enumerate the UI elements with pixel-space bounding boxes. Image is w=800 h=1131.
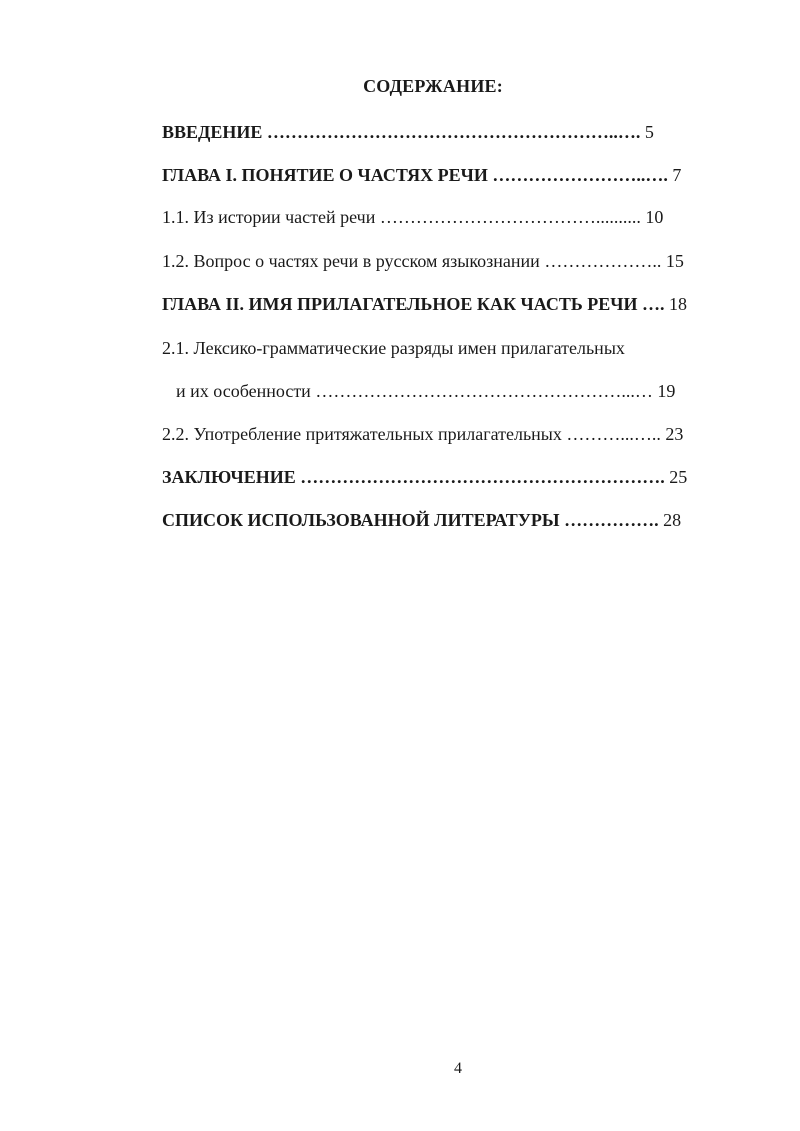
- toc-entry-page: 23: [665, 424, 684, 444]
- toc-entry-text: ГЛАВА II. ИМЯ ПРИЛАГАТЕЛЬНОЕ КАК ЧАСТЬ РЕЧИ: [162, 294, 642, 314]
- toc-entry-section-2-2: [162, 423, 722, 445]
- toc-entry-page: 25: [669, 467, 688, 487]
- toc-entry-page: 28: [663, 510, 682, 530]
- toc-entry-dots: ….: [641, 294, 669, 314]
- toc-entry-section-1-1: [162, 206, 722, 228]
- toc-entry-chapter-2: [162, 293, 722, 315]
- toc-entry-dots: ……………………………………………...…: [315, 381, 658, 401]
- toc-title: СОДЕРЖАНИЕ:: [363, 76, 503, 96]
- toc-entry-page: 7: [672, 165, 682, 185]
- toc-entry-text: ВВЕДЕНИЕ: [162, 122, 267, 142]
- toc-entry-text: 2.1. Лексико-грамматические разряды имен прилагательных: [162, 338, 625, 358]
- toc-entry-page: 10: [645, 207, 664, 227]
- toc-entry-text: ЗАКЛЮЧЕНИЕ: [162, 467, 301, 487]
- toc-entry-introduction: [162, 121, 722, 143]
- toc-entry-text: СПИСОК ИСПОЛЬЗОВАННОЙ ЛИТЕРАТУРЫ: [162, 510, 565, 530]
- toc-entry-text: ГЛАВА I. ПОНЯТИЕ О ЧАСТЯХ РЕЧИ: [162, 165, 493, 185]
- toc-entry-dots: ………...…..: [566, 424, 666, 444]
- toc-entry-page: 5: [644, 122, 654, 142]
- toc-entry-page: 18: [668, 294, 687, 314]
- toc-entry-text: 2.2. Употребление притяжательных прилагательных: [162, 424, 567, 444]
- page-number: 4: [454, 1060, 462, 1077]
- toc-entry-bibliography: [162, 509, 722, 531]
- toc-entry-page: 15: [665, 251, 684, 271]
- toc-entry-page: 19: [657, 381, 676, 401]
- toc-entry-section-2-1-continued: [176, 380, 736, 402]
- toc-entry-text: 1.1. Из истории частей речи: [162, 207, 380, 227]
- toc-entry-text: 1.2. Вопрос о частях речи в русском языкознании: [162, 251, 545, 271]
- toc-entry-chapter-1: [162, 164, 722, 186]
- toc-entry-text: и их особенности: [176, 381, 316, 401]
- toc-entry-dots: ……………………..….: [492, 165, 673, 185]
- toc-entry-dots: …………….: [564, 510, 664, 530]
- toc-entry-dots: …………………………………………………….: [300, 467, 670, 487]
- toc-entry-dots: …………………………………………………..….: [266, 122, 645, 142]
- toc-entry-dots: ………………..: [544, 251, 666, 271]
- toc-entry-conclusion: [162, 466, 722, 488]
- toc-entry-section-2-1: [162, 337, 722, 359]
- toc-entry-dots: ………………………………..........: [379, 207, 646, 227]
- toc-entry-section-1-2: [162, 250, 722, 272]
